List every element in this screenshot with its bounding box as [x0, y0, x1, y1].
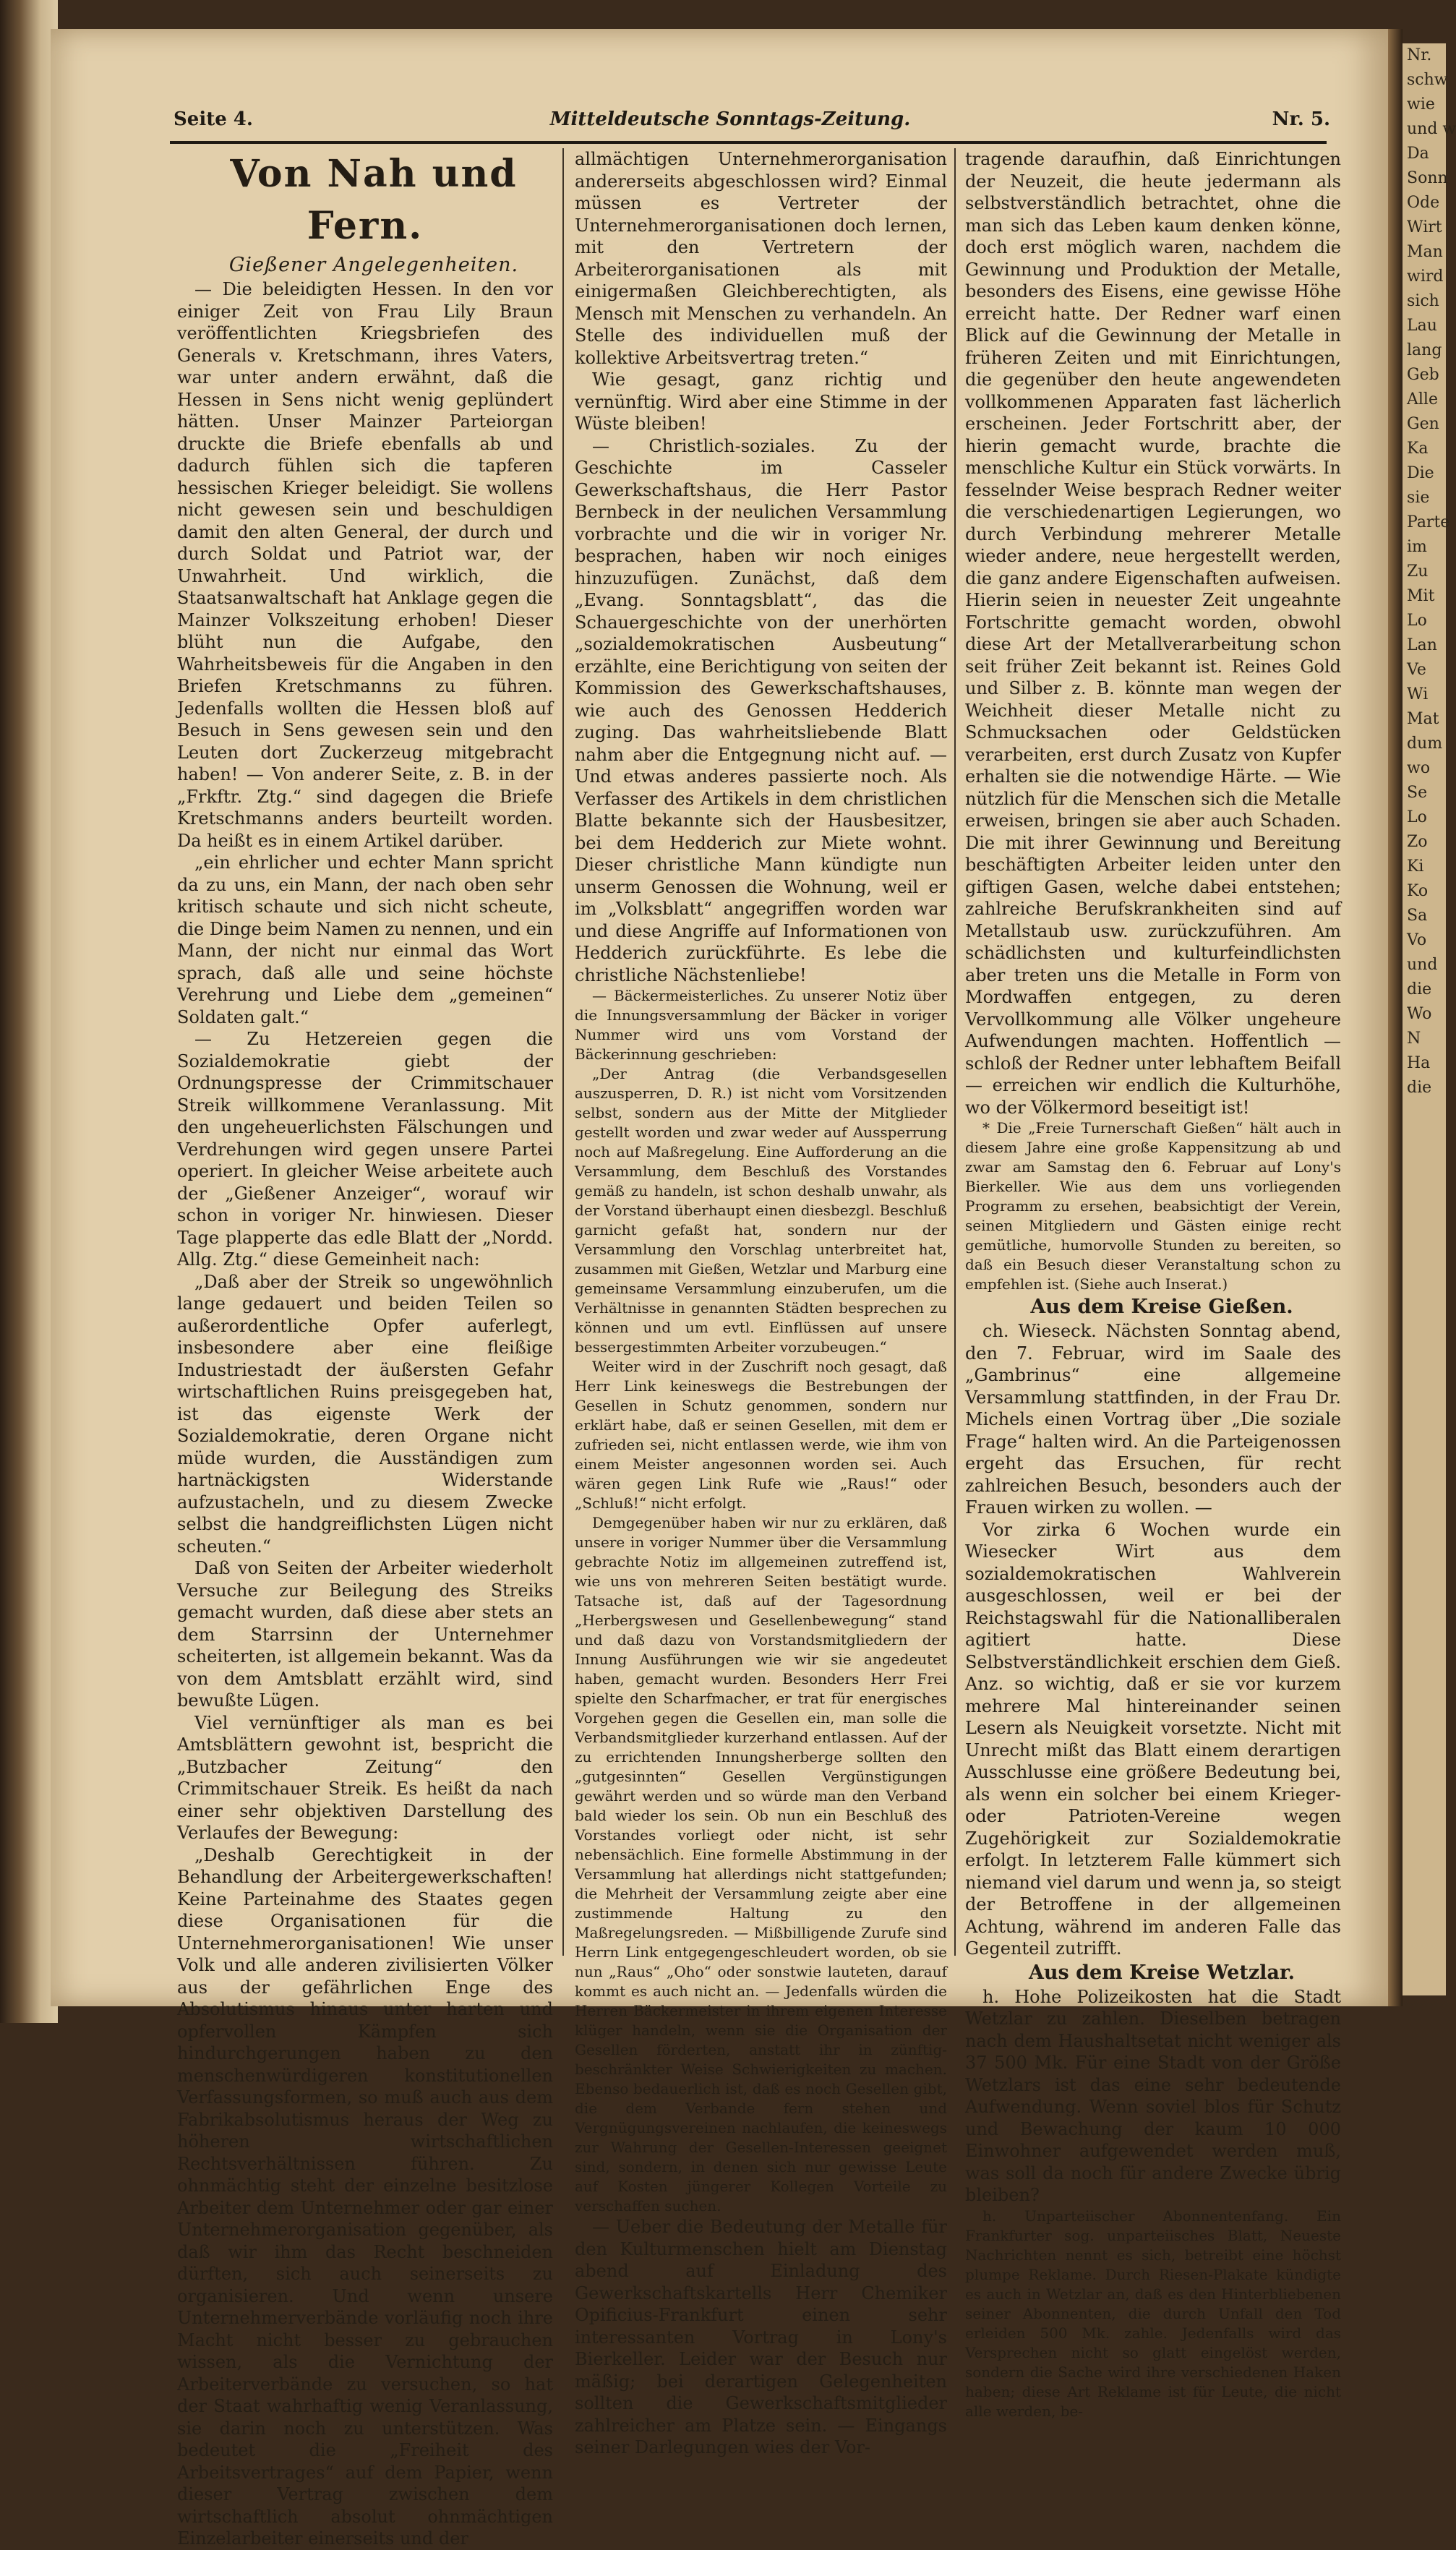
book-binding-edge — [0, 0, 58, 2023]
section-heading-giessen-affairs: Gießener Angelegenheiten. — [228, 254, 519, 276]
next-page-text-fragment: Se — [1407, 784, 1428, 802]
header-rule — [170, 141, 1327, 144]
newspaper-name: Mitteldeutsche Sonntags-Zeitung. — [549, 108, 911, 130]
article-paragraph: tragende daraufhin, daß Einrichtungen der Neuzeit, die heute jedermann als selbstverständlich betrachtet, ohne die man sich das Leben kaum denken könne, doch erst möglich waren, nachdem die Gewinnung und Produktion der Metalle, besonders des Eisens, eine gewisse Höhe erreicht hatte. Der Redner warf einen Blick auf die Gewinnung der Metalle in früheren Zeiten und mit Einrichtungen, die gegenüber den heute angewendeten vollkommenen Apparaten fast lächerlich erscheinen. Jeder Fortschritt aber, der hierin gemacht wurde, brachte die menschliche Kultur ein Stück vorwärts. In fesselnder Weise besprach Redner weiter die verschiedenartigen Legierungen, wo durch Verbindung mehrerer Metalle wieder andere, neue hergestellt werden, die ganz andere Eigenschaften aufweisen. Hierin seien in neuester Zeit ungeahnte Fortschritte gemacht worden, obwohl diese Art der Metallverarbeitung schon seit früher Zeit bekannt ist. Reines Gold und Silber z. B. könnte man wegen der Weichheit dieser Metalle nicht zu Schmucksachen oder Geldstücken verarbeiten, erst durch Zusatz von Kupfer erhalten sie die notwendige Härte. — Wie nützlich für die Menschen sich die Metalle erweisen, bringen sie aber auch Schaden. Die mit ihrer Gewinnung und Bereitung beschäftigten Arbeiter leiden unter den giftigen Gasen, welche dabei entstehen; zahlreiche Berufskrankheiten sind auf Metallstaub usw. zurückzuführen. Am schädlichsten und kulturfeindlichsten aber treten uns die Metalle in Form von Mordwaffen entgegen, zu deren Vervollkommung alle Völker ungeheure Aufwendungen machten. Hoffentlich — schloß der Redner unter lebhaftem Beifall — erreichen wir endlich die Kulturhöhe, wo der Völkermord beseitigt ist! — [965, 149, 1341, 1118]
column-2 — [575, 148, 947, 2457]
article-paragraph: — Zu Hetzereien gegen die Sozialdemokratie giebt der Ordnungspresse der Crimmitschauer Streik willkommene Veranlassung. Mit den ungeheuerlichsten Fälschungen und Verdrehungen wird gegen unsere Partei operiert. In gleicher Weise arbeitete auch der „Gießener Anzeiger“, worauf wir schon in voriger Nr. hinwiesen. Dieser Tage plapperte das edle Blatt der „Nordd. Allg. Ztg.“ diese Gemeinheit nach: — [177, 1029, 553, 1270]
next-page-edge — [1403, 43, 1456, 1995]
next-page-text-fragment: die — [1407, 1079, 1432, 1097]
section-heading-kreis-wetzlar: Aus dem Kreise Wetzlar. — [1028, 1961, 1296, 1984]
next-page-text-fragment: Lan — [1407, 636, 1437, 654]
next-page-text-fragment: Wi — [1407, 685, 1429, 703]
next-page-text-fragment: und w — [1407, 120, 1456, 138]
article-paragraph: „ein ehrlicher und echter Mann spricht da zu uns, ein Mann, der nach oben sehr kritisch schaute und sich nicht scheute, die Dinge beim Namen zu nennen, und ein Mann, der nicht nur einmal das Wort sprach, daß alle und seine höchste Verehrung und Liebe dem „gemeinen“ Soldaten galt.“ — [177, 852, 553, 1027]
next-page-text-fragment: Geb — [1407, 366, 1439, 384]
next-page-text-fragment: sie — [1407, 489, 1430, 507]
next-page-text-fragment: Lau — [1407, 317, 1437, 335]
article-paragraph: — Christlich-soziales. Zu der Geschichte im Casseler Gewerkschaftshaus, die Herr Pastor Bernbeck in der neulichen Versammlung vorbrachte und die wir in voriger Nr. besprachen, haben wir noch einiges hinzuzufügen. Zunächst, daß dem „Evang. Sonntagsblatt“, das die Schauergeschichte von der unerhörten „sozialdemokratischen Ausbeutung“ erzählte, eine Berichtigung von seiten der Kommission des Gewerkschaftshauses, wie auch des Genossen Hedderich zuging. Das wahrheitsliebende Blatt nahm aber die Entgegnung nicht auf. — Und etwas anderes passierte noch. Als Verfasser des Artikels in dem christlichen Blatte bekannte sich der Hausbesitzer, bei dem Hedderich zur Miete wohnt. Dieser christliche Mann kündigte nun unserm Genossen die Wohnung, weil er im „Volksblatt“ angegriffen worden war und diese Angriffe auf Informationen von Hedderich zurückführte. Es lebe die christliche Nächstenliebe! — [575, 435, 947, 985]
article-paragraph: Wie gesagt, ganz richtig und vernünftig. Wird aber eine Stimme in der Wüste bleiben! — [575, 369, 947, 434]
next-page-text-fragment: und — [1407, 956, 1438, 974]
page-header — [123, 108, 1337, 137]
article-paragraph: Weiter wird in der Zuschrift noch gesagt, daß Herr Link keineswegs die Bestrebungen der Gesellen in Schutz genommen, sondern nur erklärt habe, daß er seinen Gesellen, mit dem er zufrieden sei, nicht entlassen werde, wie ihm von einem Meister angesonnen worden sei. Auch wären gegen Link Rufe wie „Raus!“ oder „Schluß!“ nicht erfolgt. — [575, 1358, 947, 1512]
next-page-text-fragment: Wirt — [1407, 218, 1442, 236]
article-paragraph: Daß von Seiten der Arbeiter wiederholt Versuche zur Beilegung des Streiks gemacht wurden, daß diese aber stets an dem Starrsinn der Unternehmer scheiterten, ist allgemein bekannt. Was da von dem Amtsblatt erzählt wird, sind bewußte Lügen. — [177, 1558, 553, 1711]
article-paragraph: ch. Wieseck. Nächsten Sonntag abend, den 7. Februar, wird im Saale des „Gambrinus“ eine allgemeine Versammlung stattfinden, in der Frau Dr. Michels einen Vortrag über „Die soziale Frage“ halten wird. An die Parteigenossen ergeht das Ersuchen, für recht zahlreichen Besuch, besonders auch der Frauen wirken zu wollen. — — [965, 1321, 1341, 1518]
next-page-text-fragment: Vo — [1407, 931, 1427, 949]
article-paragraph: „Der Antrag (die Verbandsgesellen auszusperren, D. R.) ist nicht vom Vorsitzenden selbst, sondern aus der Mitte der Mitglieder gestellt worden und zwar weder auf Aussperrung noch auf Maßregelung. Eine Aufforderung an die Versammlung, dem Beschluß des Vorstandes gemäß zu handeln, ist schon deshalb unwahr, als der Vorstand überhaupt einen diesbezgl. Beschluß garnicht gefaßt hat, sondern nur der Versammlung den Vorschlag unterbreitet hat, zusammen mit Gießen, Wetzlar und Marburg eine gemeinsame Versammlung einzuberufen, um die Verhältnisse in genannten Städten besprechen zu können und um evtl. Einflüssen auf unsere bessergestimmten Arbeiter vorzubeugen.“ — [575, 1065, 947, 1356]
page-number: Seite 4. — [174, 108, 253, 130]
next-page-text-fragment: Ka — [1407, 440, 1429, 458]
article-paragraph: „Daß aber der Streik so ungewöhnlich lange gedauert und beiden Teilen so außerordentliche Opfer auferlegt, insbesondere aber eine fleißige Industriestadt der äußersten Gefahr wirtschaftlichen Ruins preisgegeben hat, ist das eigenste Werk der Sozialdemokratie, deren Organe nicht müde wurden, die Ausständigen zum hartnäckigsten Widerstande aufzustacheln, und zu diesem Zwecke selbst die handgreiflichsten Lügen nicht scheuten.“ — [177, 1271, 553, 1557]
article-paragraph: — Bäckermeisterliches. Zu unserer Notiz über die Innungsversammlung der Bäcker in voriger Nummer wird uns vom Vorstand der Bäckerinnung geschrieben: — [575, 987, 947, 1063]
article-paragraph: Demgegenüber haben wir nur zu erklären, daß unsere in voriger Nummer über die Versammlung gebrachte Notiz im allgemeinen zutreffend ist, wie uns von mehreren Seiten bestätigt wurde. Tatsache ist, daß auf der Tagesordnung „Herbergswesen und Gesellenbewegung“ stand und daß dazu von Vorstandsmitgliedern der Innung Ausführungen wie wir sie angedeutet haben, gemacht wurden. Besonders Herr Frei spielte den Scharfmacher, er trat für energisches Vorgehen gegen die Gesellen ein, man solle die Verbandsmitglieder kurzerhand entlassen. Auf der zu errichtenden Innungsherberge sollten den „gutgesinnten“ Gesellen Vergünstigungen gewährt werden und so würde man den Verband bald wieder los sein. Ob nun ein Beschluß des Vorstandes vorliegt oder nicht, ist sehr nebensächlich. Eine formelle Abstimmung in der Versammlung hat allerdings nicht stattgefunden; die Mehrheit der Versammlung zeigte aber eine zustimmende Haltung zu den Maßregelungsreden. — Mißbilligende Zurufe sind Herrn Link entgegengeschleudert worden, ob sie nun „Raus“ „Oho“ oder sonstwie lauteten, darauf kommt es auch nicht an. — Jedenfalls würden die Herren Bäckermeister in ihrem eigenen Interesse klüger handeln, wenn sie die Organisation der Gesellen förderten, anstatt ihr in zünftig-beschränkter Weise Schwierigkeiten zu machen. Ebenso bedauerlich ist, daß es noch Gesellen gibt, die dem Verbande fern stehen und Vergnügungsvereinen nachlaufen, die keineswegs zur Wahrung der Gesellen-Interessen geeignet sind, sondern, in denen sich nur gewisse Leute auf Kosten jüngerer Kollegen Vorteile zu verschaffen suchen. — [575, 1514, 947, 2215]
next-page-text-fragment: N — [1407, 1030, 1421, 1048]
next-page-text-fragment: Mat — [1407, 710, 1439, 728]
next-page-text-fragment: Mit — [1407, 587, 1435, 605]
next-page-text-fragment: lang — [1407, 341, 1442, 359]
next-page-text-fragment: die — [1407, 980, 1432, 998]
next-page-text-fragment: Alle — [1407, 390, 1438, 408]
next-page-text-fragment: Ode — [1407, 194, 1440, 212]
column-3 — [965, 148, 1341, 2420]
next-page-text-fragment: wird — [1407, 268, 1444, 286]
next-page-text-fragment: Lo — [1407, 612, 1427, 630]
next-page-text-fragment: Wo — [1407, 1005, 1432, 1023]
article-paragraph: * Die „Freie Turnerschaft Gießen“ hält auch in diesem Jahre eine große Kappensitzung ab und zwar am Samstag den 6. Februar auf Lony's Bierkeller. Wie aus dem uns vorliegenden Programm zu ersehen, beabsichtigt der Verein, seinen Mitgliedern und Gästen einige recht gemütliche, humorvolle Stunden zu bereiten, so daß ein Besuch dieser Veranstaltung schon zu empfehlen ist. (Siehe auch Inserat.) — [965, 1119, 1341, 1293]
next-page-text-fragment: Gen — [1407, 415, 1439, 433]
next-page-text-fragment: Man — [1407, 243, 1443, 261]
next-page-text-fragment: Da — [1407, 145, 1429, 163]
next-page-text-fragment: Zo — [1407, 833, 1428, 851]
issue-number: Nr. 5. — [1272, 108, 1330, 130]
article-paragraph: allmächtigen Unternehmerorganisation andererseits abgeschlossen wird? Einmal müssen es Vertreter der Unternehmerorganisationen doch lernen, mit den Vertretern der Arbeiterorganisationen als mit einigermaßen Gleichberechtigten, als Mensch mit Menschen zu verhandeln. An Stelle des individuellen muß der kollektive Arbeitsvertrag treten.“ — [575, 149, 947, 368]
next-page-text-fragment: Die — [1407, 464, 1434, 482]
page-gutter — [1388, 29, 1403, 2006]
main-title: Von Nah und Fern. — [230, 152, 518, 248]
next-page-text-fragment: wie — [1407, 95, 1435, 114]
next-page-text-fragment: im — [1407, 538, 1427, 556]
article-paragraph: Vor zirka 6 Wochen wurde ein Wiesecker Wirt aus dem sozialdemokratischen Wahlverein ausgeschlossen, weil er bei der Reichstagswahl für die Nationalliberalen agitiert hatte. Diese Selbstverständlichkeit erschien dem Gieß. Anz. so wichtig, daß er sie vor kurzem mehrere Mal hintereinander seinen Lesern als Neuigkeit vorsetzte. Nicht mit Unrecht mißt das Blatt einem derartigen Ausschlusse eine größere Bedeutung bei, als wenn ein solcher bei einem Krieger- oder Patrioten-Vereine wegen Zugehörigkeit zur Sozialdemokratie erfolgt. In letzterem Falle kümmert sich niemand viel darum und wenn ja, so steigt der Betroffene in der allgemeinen Achtung, während im anderen Falle das Gegenteil zutrifft. — [965, 1519, 1341, 1959]
next-page-text-fragment: dum — [1407, 735, 1443, 753]
next-page-text-fragment: Ko — [1407, 882, 1429, 900]
next-page-text-fragment: Ha — [1407, 1054, 1431, 1072]
article-paragraph: h. Unparteiischer Abonnentenfang. Ein Frankfurter sog. unparteiisches Blatt, Neueste Nachrichten nennt es sich, betreibt eine höchst plumpe Reklame. Durch Riesen-Plakate kündigte es auch in Wetzlar an, daß es den Hinterbliebenen seiner Abonnenten, die durch Unfall den Tod erleiden 500 Mk. zahle. Jedenfalls wird das Versprechen nicht so glatt eingelöst werden, sondern die Sache wird ihre verschiedenen Haken haben; diese Art Reklame ist für Leute, die nicht alle werden, be- — [965, 2207, 1341, 2420]
next-page-text-fragment: Nr. — [1407, 46, 1432, 64]
next-page-text-fragment: schw — [1407, 71, 1448, 89]
next-page-text-fragment: Ki — [1407, 857, 1424, 876]
column-1 — [177, 148, 553, 2549]
next-page-text-fragment: sich — [1407, 292, 1439, 310]
section-heading-kreis-giessen: Aus dem Kreise Gießen. — [1030, 1296, 1293, 1318]
next-page-text-fragment: Lo — [1407, 808, 1427, 826]
next-page-text-fragment: Parte — [1407, 513, 1450, 531]
next-page-text-fragment: Sonn — [1407, 169, 1448, 187]
article-paragraph: — Die beleidigten Hessen. In den vor einiger Zeit von Frau Lily Braun veröffentlichten Kriegsbriefen des Generals v. Kretschmann, ihres Vaters, war unter andern erwähnt, daß die Hessen in Sens nicht wenig geplündert hätten. Unser Mainzer Parteiorgan druckte die Briefe ebenfalls ab und dadurch fühlen sich die tapferen hessischen Krieger beleidigt. Sie wollens nicht gewesen sein und beschuldigen damit den alten General, der durch und durch Soldat und Patriot war, der Unwahrheit. Und wirklich, die Staatsanwaltschaft hat Anklage gegen die Mainzer Volkszeitung erhoben! Dieser blüht nun die Aufgabe, den Wahrheitsbeweis für die Angaben in den Briefen Kretschmanns zu führen. Jedenfalls wollten die Hessen bloß auf Besuch in Sens gewesen sein und den Leuten dort Zuckerzeug mitgebracht haben! — Von anderer Seite, z. B. in der „Frkftr. Ztg.“ sind dagegen die Briefe Kretschmanns anders beurteilt worden. Da heißt es in einem Artikel darüber. — [177, 279, 553, 851]
column-separator — [562, 148, 564, 1956]
next-page-text-fragment: Zu — [1407, 562, 1429, 581]
next-page-text-fragment: wo — [1407, 759, 1431, 777]
article-paragraph: h. Hohe Polizeikosten hat die Stadt Wetzlar zu zahlen. Dieselben betragen nach dem Haushaltsetat nicht weniger als 37 500 Mk. Für eine Stadt von der Größe Wetzlars ist das eine sehr bedeutende Aufwendung. Wenn soviel blos für Schutz und Bewachung der kaum 10 000 Einwohner aufgewendet werden muß, was soll da noch für andere Zwecke übrig bleiben? — [965, 1986, 1341, 2205]
next-page-text-fragment: Sa — [1407, 907, 1428, 925]
article-paragraph: Viel vernünftiger als man es bei Amtsblättern gewohnt ist, bespricht die „Butzbacher Zeitung“ den Crimmitschauer Streik. Es heißt da nach einer sehr objektiven Darstellung des Verlaufes der Bewegung: — [177, 1712, 553, 1843]
next-page-text-fragment: Ve — [1407, 661, 1426, 679]
article-paragraph: „Deshalb Gerechtigkeit in der Behandlung der Arbeitergewerkschaften! Keine Parteinahme des Staates gegen diese Organisationen für die Unternehmerorganisationen! Wie unser Volk und alle anderen zivilisierten Völker aus der gefährlichen Enge des Absolutismus hinaus unter harten und opfervollen Kämpfen sich hindurchgerungen haben zu den menschenwürdigeren konstitutionellen Verfassungsformen, so muß auch aus dem Fabrikabsolutismus heraus der Weg zu höheren wirtschaftlichen Rechtsverhältnissen führen. Zu ohnmächtig steht der einzelne besitzlose Arbeiter dem Unternehmer oder gar einer Unternehmerorganisation gegenüber, als daß wir ihm das Recht beschneiden dürften, sich auch seinerseits zu organisieren. Und wenn unsere Unternehmerverbände vorläufig noch ihre Macht nicht besser zu gebrauchen wissen, als die Vernichtung der Arbeiterverbände zu versuchen, so hat der Staat wahrhaftig wenig Veranlassung, sie darin noch zu unterstützen. Was bedeutet die „Freiheit des Arbeitsvertrages“ auf dem Papier, wenn dieser Vertrag zwischen dem wirtschaftlich absolut ohnmächtigen Einzelarbeiter einerseits und der — [177, 1844, 553, 2549]
article-paragraph: — Ueber die Bedeutung der Metalle für den Kulturmenschen hielt am Dienstag abend auf Einladung des Gewerkschaftskartells Herr Chemiker Opificius-Frankfurt einen sehr interessanten Vortrag in Lony's Bierkeller. Leider war der Besuch nur mäßig; bei derartigen Gelegenheiten sollten die Gewerkschaftsmitglieder zahlreicher am Platze sein. — Eingangs seiner Darlegungen wies der Vor- — [575, 2217, 947, 2457]
column-separator — [954, 148, 956, 1956]
